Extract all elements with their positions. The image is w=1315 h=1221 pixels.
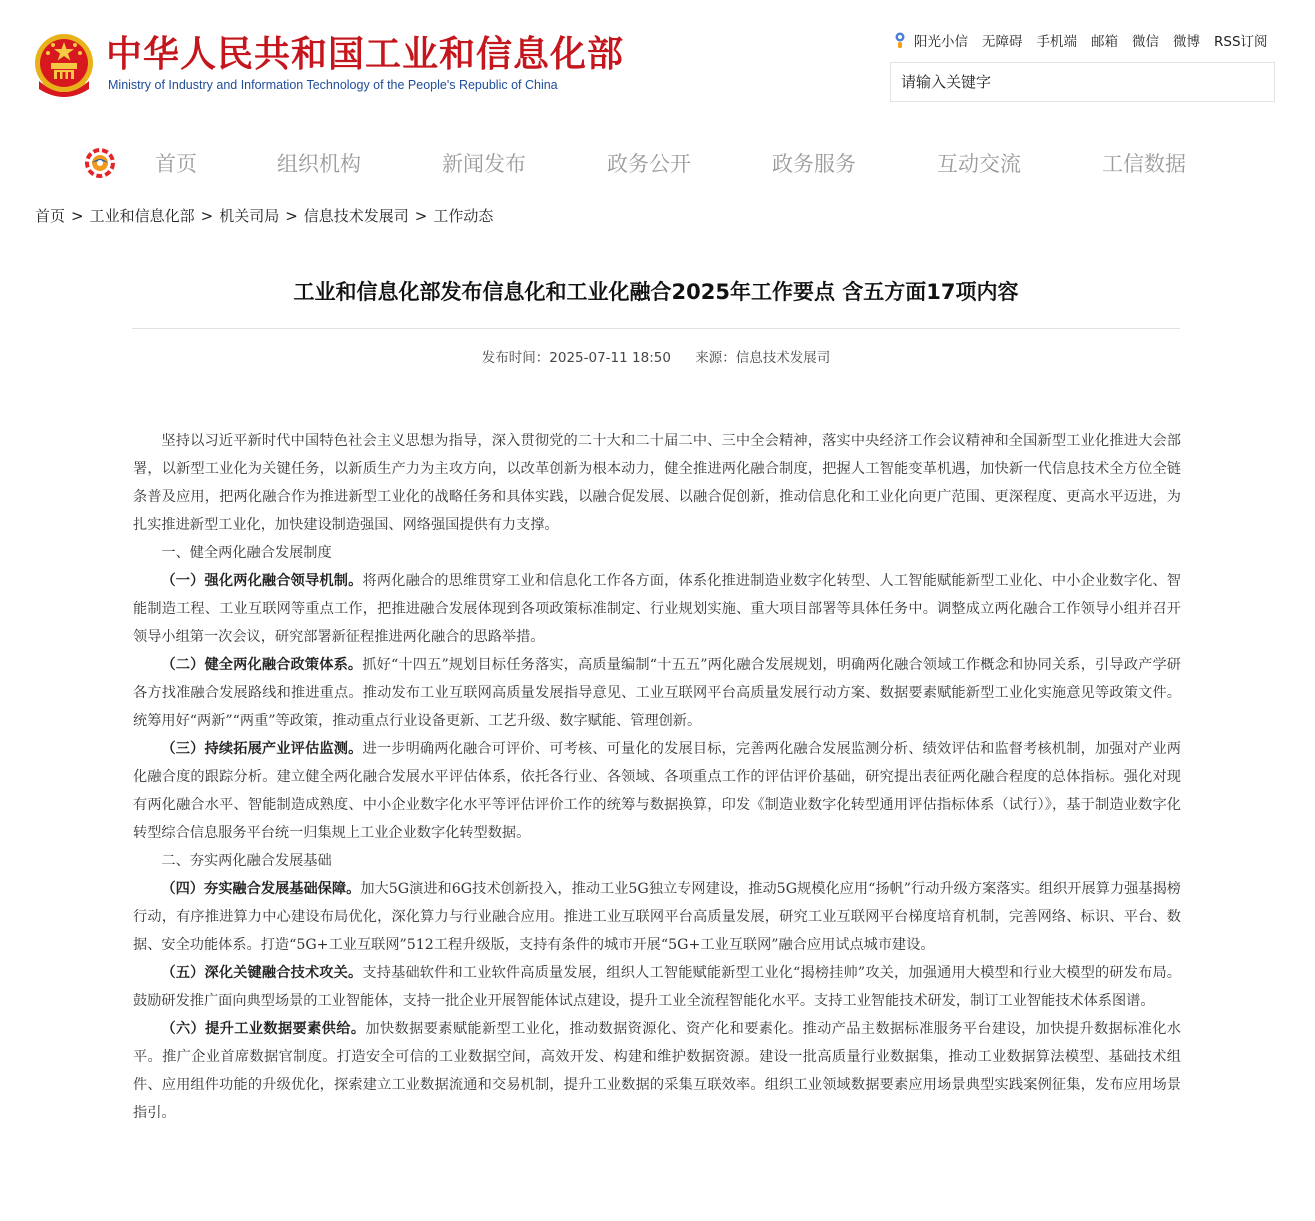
article-meta — [132, 346, 1180, 366]
paragraph-lead: （一）强化两化融合领导机制。 — [161, 573, 363, 589]
article-paragraph — [133, 651, 1181, 735]
site-subtitle: Ministry of Industry and Information Technology of the People's Republic of China — [108, 78, 558, 92]
sunshine-assistant-icon — [892, 31, 908, 49]
breadcrumb-home[interactable]: 首页 — [35, 207, 66, 225]
nav-news[interactable]: 新闻发布 — [442, 152, 526, 176]
article-paragraph — [133, 735, 1181, 847]
article-paragraph — [133, 1015, 1181, 1127]
paragraph-lead: （二）健全两化融合政策体系。 — [161, 657, 363, 673]
main-nav — [0, 140, 1315, 186]
paragraph-text: 坚持以习近平新时代中国特色社会主义思想为指导，深入贯彻党的二十大和二十届二中、三中全会精神，落实中央经济工作会议精神和全国新型工业化推进大会部署，以新型工业化为关键任务，以新质生产力为主攻方向，以改革创新为根本动力，健全推进两化融合制度，把握人工智能变革机遇，加快新一代信息技术全方位全链条普及应用，把两化融合作为推进新型工业化的战略任务和具体实践，以融合促发展、以融合促创新，推动信息化和工业化向更广范围、更深程度、更高水平迈进，为扎实推进新型工业化，加快建设制造强国、网络强国提供有力支撑。 — [133, 433, 1181, 533]
site-header — [0, 0, 1315, 120]
article-source: 来源：信息技术发展司 — [695, 350, 831, 366]
breadcrumb-separator: > — [200, 207, 214, 225]
paragraph-text: 进一步明确两化融合可评价、可考核、可量化的发展目标，完善两化融合发展监测分析、绩效评估和监督考核机制，加强对产业两化融合度的跟踪分析。建立健全两化融合发展水平评估体系，依托各行业、各领域、各项重点工作的评估评价基础，研究提出表征两化融合程度的总体指标。强化对现有两化融合水平、智能制造成熟度、中小企业数字化水平等评估评价工作的统筹与数据换算，印发《制造业数字化转型通用评估指标体系（试行）》，基于制造业数字化转型综合信息服务平台统一归集规上工业企业数字化转型数据。 — [133, 741, 1181, 841]
search-box — [890, 62, 1275, 102]
link-email[interactable]: 邮箱 — [1091, 34, 1118, 50]
top-links — [892, 30, 1268, 50]
site-title: 中华人民共和国工业和信息化部 — [106, 34, 625, 75]
breadcrumb-ministry[interactable]: 工业和信息化部 — [89, 207, 195, 225]
breadcrumb-separator: > — [414, 207, 428, 225]
breadcrumb-it-department[interactable]: 信息技术发展司 — [303, 207, 409, 225]
article-paragraph — [133, 959, 1181, 1015]
national-emblem-icon — [33, 33, 95, 99]
paragraph-text: 支持基础软件和工业软件高质量发展，组织人工智能赋能新型工业化“揭榜挂帅”攻关，加强通用大模型和行业大模型的研发布局。鼓励研发推广面向典型场景的工业智能体，支持一批企业开展智能体试点建设，提升工业全流程智能化水平。支持工业智能技术研发，制订工业智能技术体系图谱。 — [133, 965, 1181, 1009]
paragraph-lead: （五）深化关键融合技术攻关。 — [161, 965, 363, 981]
link-wechat[interactable]: 微信 — [1132, 34, 1159, 50]
paragraph-text: 加快数据要素赋能新型工业化，推动数据资源化、资产化和要素化。推动产品主数据标准服务平台建设，加快提升数据标准化水平。推广企业首席数据官制度。打造安全可信的工业数据空间，高效开发、构建和维护数据资源。建设一批高质量行业数据集，推动工业数据算法模型、基础技术组件、应用组件功能的升级优化，探索建立工业数据流通和交易机制，提升工业数据的采集互联效率。组织工业领域数据要素应用场景典型实践案例征集，发布应用场景指引。 — [133, 1021, 1181, 1121]
miit-logo-icon — [82, 145, 118, 181]
link-sunshine[interactable]: 阳光小信 — [914, 34, 968, 50]
nav-organization[interactable]: 组织机构 — [277, 152, 361, 176]
link-rss[interactable]: RSS订阅 — [1214, 34, 1268, 50]
search-input[interactable] — [891, 63, 1271, 101]
paragraph-text: 将两化融合的思维贯穿工业和信息化工作各方面，体系化推进制造业数字化转型、人工智能赋能新型工业化、中小企业数字化、智能制造工程、工业互联网等重点工作，把推进融合发展体现到各项政策标准制定、行业规划实施、重大项目部署等具体任务中。调整成立两化融合工作领导小组并召开领导小组第一次会议，研究部署新征程推进两化融合的思路举措。 — [133, 573, 1181, 645]
article-paragraph — [133, 875, 1181, 959]
nav-government-affairs[interactable]: 政务公开 — [607, 152, 691, 176]
paragraph-text: 抓好“十四五”规划目标任务落实，高质量编制“十五五”两化融合发展规划，明确两化融合领域工作概念和协同关系，引导政产学研各方找准融合发展路线和推进重点。推动发布工业互联网高质量发展指导意见、工业互联网平台高质量发展行动方案、数据要素赋能新型工业化实施意见等政策文件。统筹用好“两新”“两重”等政策，推动重点行业设备更新、工艺升级、数字赋能、管理创新。 — [133, 657, 1181, 729]
article-section-heading: 一、健全两化融合发展制度 — [161, 545, 332, 561]
link-accessibility[interactable]: 无障碍 — [982, 34, 1023, 50]
breadcrumb-separator: > — [285, 207, 298, 225]
article-paragraph — [133, 567, 1181, 651]
nav-data[interactable]: 工信数据 — [1102, 152, 1186, 176]
article-paragraph — [133, 427, 1181, 539]
paragraph-text: 加大5G演进和6G技术创新投入，推动工业5G独立专网建设，推动5G规模化应用“扬帆”行动升级方案落实。组织开展算力强基揭榜行动，有序推进算力中心建设布局优化，深化算力与行业融合应用。推进工业互联网平台高质量发展，研究工业互联网平台梯度培育机制，完善网络、标识、平台、数据、安全功能体系。打造“5G+工业互联网”512工程升级版，支持有条件的城市开展“5G+工业互联网”融合应用试点城市建设。 — [133, 881, 1181, 953]
publish-time: 发布时间：2025-07-11 18:50 — [481, 350, 671, 366]
paragraph-lead: （六）提升工业数据要素供给。 — [161, 1021, 366, 1037]
nav-government-services[interactable]: 政务服务 — [772, 152, 856, 176]
breadcrumb-departments[interactable]: 机关司局 — [219, 207, 280, 225]
breadcrumb-work-news[interactable]: 工作动态 — [433, 207, 494, 225]
article-body — [133, 427, 1181, 1127]
title-divider — [132, 328, 1180, 329]
link-weibo[interactable]: 微博 — [1173, 34, 1200, 50]
article-title: 工业和信息化部发布信息化和工业化融合2025年工作要点 含五方面17项内容 — [293, 280, 1019, 304]
link-mobile[interactable]: 手机端 — [1036, 34, 1077, 50]
breadcrumb — [35, 205, 493, 226]
article-section-heading: 二、夯实两化融合发展基础 — [161, 853, 332, 869]
paragraph-lead: （三）持续拓展产业评估监测。 — [161, 741, 363, 757]
breadcrumb-separator: > — [71, 207, 84, 225]
nav-home[interactable]: 首页 — [155, 152, 197, 176]
paragraph-lead: （四）夯实融合发展基础保障。 — [161, 881, 361, 897]
nav-interaction[interactable]: 互动交流 — [937, 152, 1021, 176]
